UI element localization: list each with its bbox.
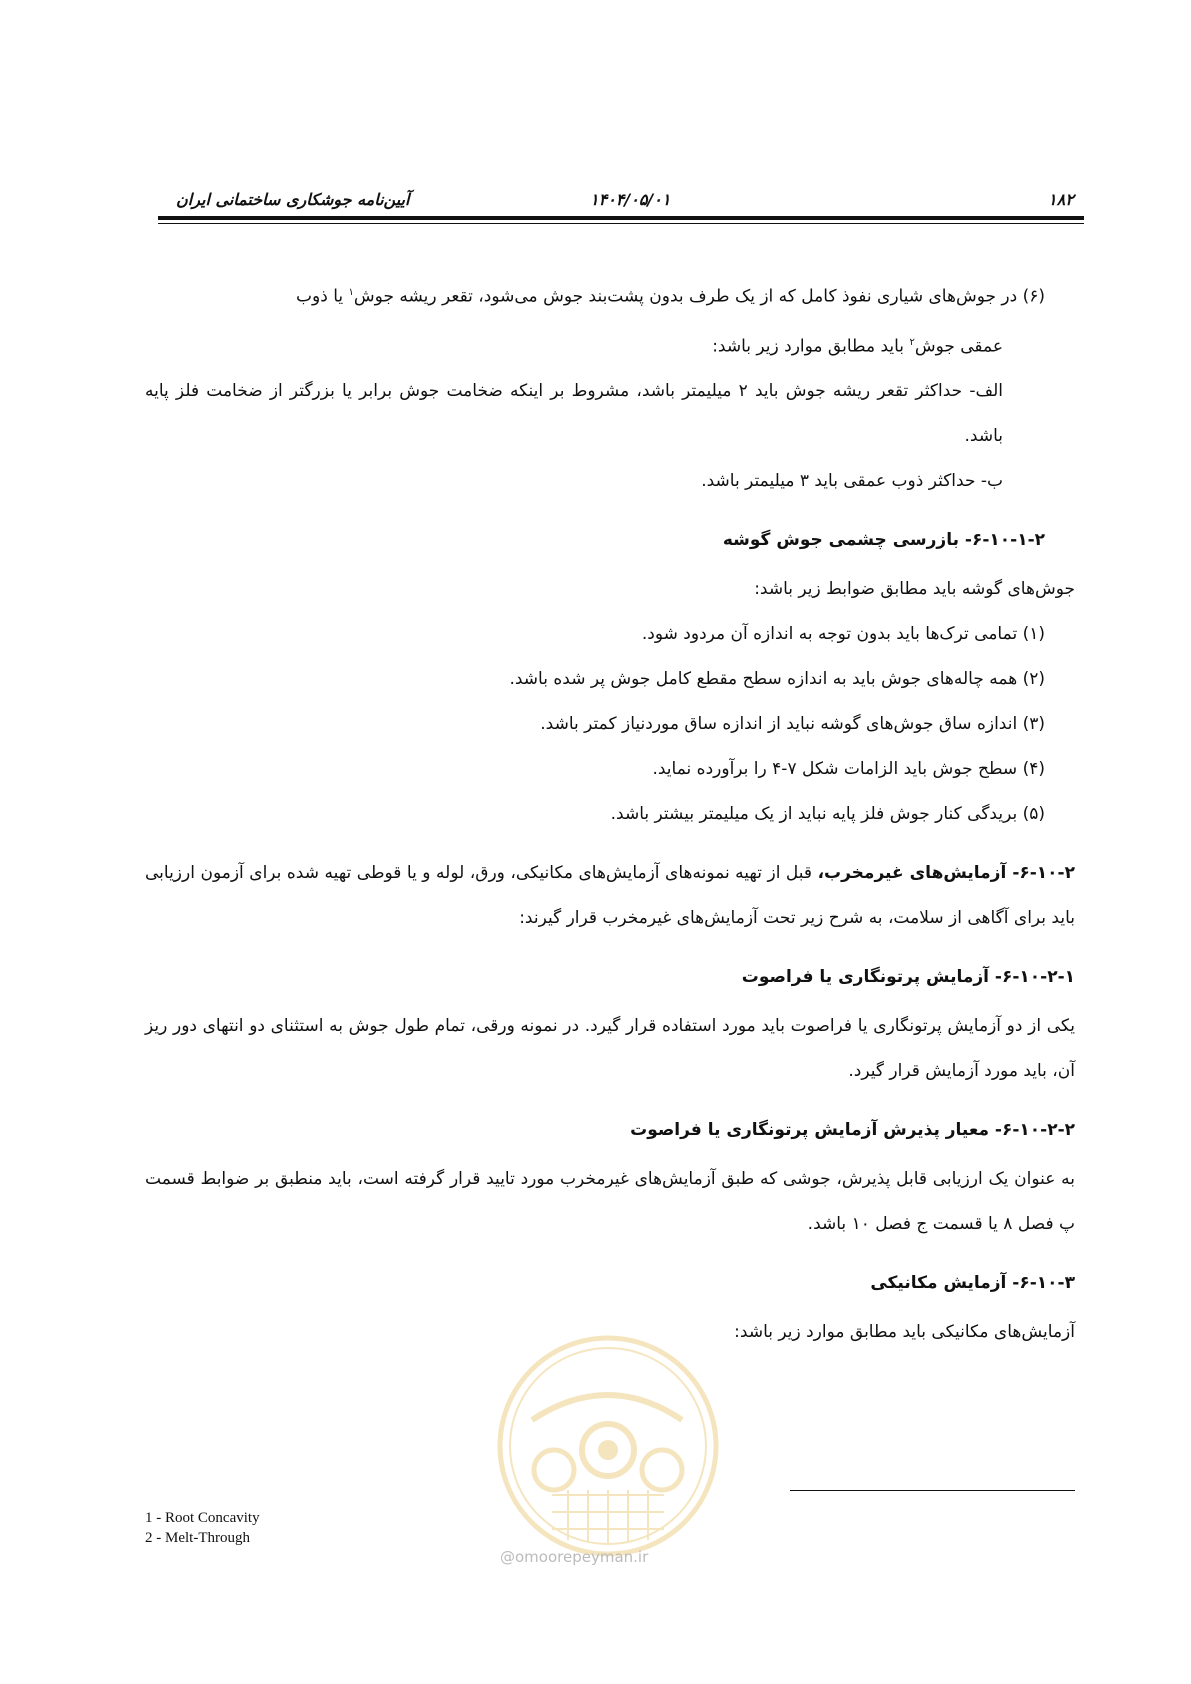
item-6-text-end: یا ذوب [296,286,349,307]
fillet-item: (۳) اندازه ساق جوش‌های گوشه نباید از اندازه ساق موردنیاز کمتر باشد. [540,714,1045,735]
watermark-logo [492,1330,724,1562]
footnote-2: 2 - Melt-Through [145,1530,250,1546]
mechanical-text: آزمایش‌های مکانیکی باید مطابق موارد زیر باشد: [734,1322,1075,1343]
footnote-ref-1[interactable]: ۱ [348,287,354,298]
item-be: ب- حداکثر ذوب عمقی باید ۳ میلیمتر باشد. [701,471,1003,492]
fillet-item: (۱) تمامی ترک‌ها باید بدون توجه به اندازه آن مردود شود. [641,624,1045,645]
acceptance-text: به عنوان یک ارزیابی قابل پذیرش، جوشی که طبق آزمایش‌های غیرمخرب مورد تایید قرار گرفته است، باید منطبق بر ضوابط قسمت پ فصل ۸ یا قسمت ج فصل ۱۰ باشد. [145,1169,1075,1235]
ndt-paragraph [145,851,1075,941]
watermark-url: @omoorepeyman.ir [500,1548,649,1566]
header-rule-thin [158,223,1084,224]
item-6-text2: عمقی جوش [914,336,1003,357]
heading-acceptance: ۶-۱۰-۲-۲- معیار پذیرش آزمایش پرتونگاری یا فراصوت [630,1120,1075,1141]
header-title: آیین‌نامه جوشکاری ساختمانی ایران [176,190,410,209]
radiography-text: یکی از دو آزمایش پرتونگاری یا فراصوت باید مورد استفاده قرار گیرد. در نمونه ورقی، تمام طول جوش به استثنای دو انتهای دور ریز آن، باید مورد آزمایش قرار گیرد. [145,1016,1075,1082]
fillet-item: (۴) سطح جوش باید الزامات شکل ۷-۴ را برآورده نماید. [652,759,1045,780]
ndt-text: قبل از تهیه نمونه‌های آزمایش‌های مکانیکی، ورق، لوله و یا قوطی تهیه شده برای آزمون ارزیابی باید برای آگاهی از سلامت، به شرح زیر تحت آزمایش‌های غیرمخرب قرار گیرند: [145,863,1075,929]
fillet-intro: جوش‌های گوشه باید مطابق ضوابط زیر باشد: [754,579,1075,600]
item-6-text: (۶) در جوش‌های شیاری نفوذ کامل که از یک طرف بدون پشت‌بند جوش می‌شود، تقعر ریشه جوش [353,286,1045,307]
fillet-item: (۵) بریدگی کنار جوش فلز پایه نباید از یک میلیمتر بیشتر باشد. [610,804,1045,825]
heading-mechanical: ۶-۱۰-۳- آزمایش مکانیکی [870,1273,1075,1294]
ndt-heading-number: ۶-۱۰-۲- [1006,863,1075,884]
header-rule-thick [158,216,1084,220]
footnote-1: 1 - Root Concavity [145,1510,260,1526]
footnotes [145,1508,260,1548]
page-body [145,270,1075,1355]
footnote-ref-2[interactable]: ۲ [909,336,915,348]
header-date: ۱۴۰۴/۰۵/۰۱ [590,190,671,209]
heading-radiography: ۶-۱۰-۲-۱- آزمایش پرتونگاری یا فراصوت [741,967,1075,988]
item-6-paragraph-cont [145,320,1075,370]
item-6-paragraph [145,270,1075,320]
fillet-item: (۲) همه چاله‌های جوش باید به اندازه سطح مقطع کامل جوش پر شده باشد. [509,669,1045,690]
footnote-rule [790,1490,1075,1491]
heading-fillet-inspection: ۶-۱۰-۱-۲- بازرسی چشمی جوش گوشه [722,530,1045,551]
ndt-heading-title: آزمایش‌های غیرمخرب، [817,863,1007,884]
page-number: ۱۸۲ [1048,190,1074,209]
item-6-text2-end: باید مطابق موارد زیر باشد: [712,336,910,357]
item-alef: الف- حداکثر تقعر ریشه جوش باید ۲ میلیمتر باشد، مشروط بر اینکه ضخامت جوش برابر یا بزرگتر از ضخامت فلز پایه باشد. [145,381,1003,447]
